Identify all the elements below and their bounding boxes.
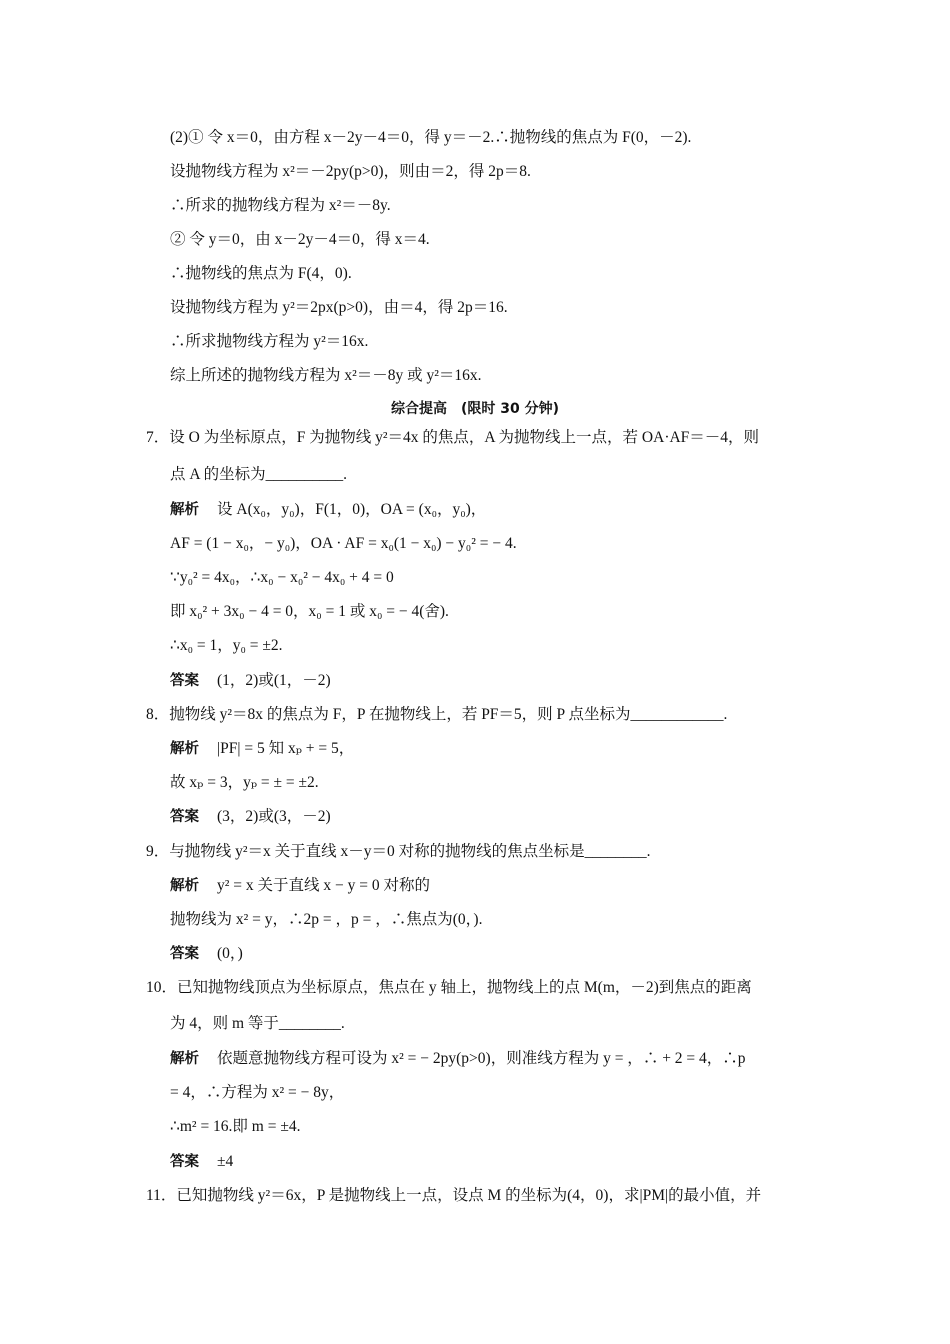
answer-line: 答案 (1，2)或(1，－2) xyxy=(170,672,331,689)
text-line: 设抛物线方程为 x²＝－2py(p>0)，则由＝2，得 2p＝8. xyxy=(170,163,531,180)
analysis-line: 解析 设 A(x₀，y₀)，F(1，0)，OA = (x₀，y₀)， xyxy=(170,501,487,518)
question-stem: 11．已知抛物线 y²＝6x，P 是抛物线上一点，设点 M 的坐标为(4，0)，求|PM|的最小值，并 xyxy=(146,1187,762,1204)
question-stem: 7．设 O 为坐标原点，F 为抛物线 y²＝4x 的焦点，A 为抛物线上一点，若 OA·AF＝－4，则 xyxy=(146,429,760,446)
answer-line: 答案 ±4 xyxy=(170,1153,234,1170)
analysis-line: AF = (1 − x₀，− y₀)，OA · AF = x₀(1 − x₀) − y₀² = − 4. xyxy=(170,535,517,552)
analysis-label: 解析 xyxy=(170,741,199,757)
answer-label: 答案 xyxy=(170,946,199,962)
answer-label: 答案 xyxy=(170,673,199,689)
text-line: 设抛物线方程为 y²＝2px(p>0)，由＝4，得 2p＝16. xyxy=(170,299,508,316)
analysis-line: = 4，∴方程为 x² = − 8y， xyxy=(170,1084,345,1101)
text-line: ② 令 y＝0，由 x－2y－4＝0，得 x＝4. xyxy=(170,231,430,248)
analysis-line: ∴x₀ = 1，y₀ = ±2. xyxy=(170,637,283,654)
question-stem: 9．与抛物线 y²＝x 关于直线 x－y＝0 对称的抛物线的焦点坐标是________. xyxy=(146,843,651,860)
analysis-line: ∴m² = 16.即 m = ±4. xyxy=(170,1118,301,1135)
text-line: ∴抛物线的焦点为 F(4，0). xyxy=(170,265,352,282)
analysis-label: 解析 xyxy=(170,878,199,894)
analysis-line: 抛物线为 x² = y，∴2p = ，p = ，∴焦点为(0，). xyxy=(170,911,483,928)
question-stem: 为 4，则 m 等于________. xyxy=(170,1015,345,1032)
analysis-line: 解析 依题意抛物线方程可设为 x² = − 2py(p>0)，则准线方程为 y = ，∴ + 2 = 4，∴p xyxy=(170,1050,746,1067)
answer-line: 答案 (0，) xyxy=(170,945,243,962)
text-line: ∴所求的抛物线方程为 x²＝－8y. xyxy=(170,197,391,214)
analysis-label: 解析 xyxy=(170,1051,199,1067)
text-line: ∴所求抛物线方程为 y²＝16x. xyxy=(170,333,369,350)
analysis-label: 解析 xyxy=(170,502,199,518)
answer-line: 答案 (3，2)或(3，－2) xyxy=(170,808,331,825)
question-stem: 8．抛物线 y²＝8x 的焦点为 F，P 在抛物线上，若 PF＝5，则 P 点坐标为____________. xyxy=(146,706,728,723)
text-line: (2)① 令 x＝0，由方程 x－2y－4＝0，得 y＝－2.∴抛物线的焦点为 F(0，－2). xyxy=(170,129,692,146)
analysis-line: 解析 y² = x 关于直线 x − y = 0 对称的 xyxy=(170,877,430,894)
analysis-line: 解析 |PF| = 5 知 xₚ + = 5， xyxy=(170,740,355,757)
answer-label: 答案 xyxy=(170,809,199,825)
section-title: 综合提高 (限时 30 分钟) xyxy=(390,401,560,417)
analysis-line: ∵y₀² = 4x₀，∴x₀ − x₀² − 4x₀ + 4 = 0 xyxy=(170,569,394,586)
analysis-line: 即 x₀² + 3x₀ − 4 = 0，x₀ = 1 或 x₀ = − 4(舍). xyxy=(170,603,449,620)
question-stem: 点 A 的坐标为__________. xyxy=(170,466,347,483)
text-line: 综上所述的抛物线方程为 x²＝－8y 或 y²＝16x. xyxy=(170,367,482,384)
analysis-line: 故 xₚ = 3，yₚ = ± = ±2. xyxy=(170,774,319,791)
question-stem: 10．已知抛物线顶点为坐标原点，焦点在 y 轴上，抛物线上的点 M(m，－2)到焦点的距离 xyxy=(146,979,752,996)
answer-label: 答案 xyxy=(170,1154,199,1170)
